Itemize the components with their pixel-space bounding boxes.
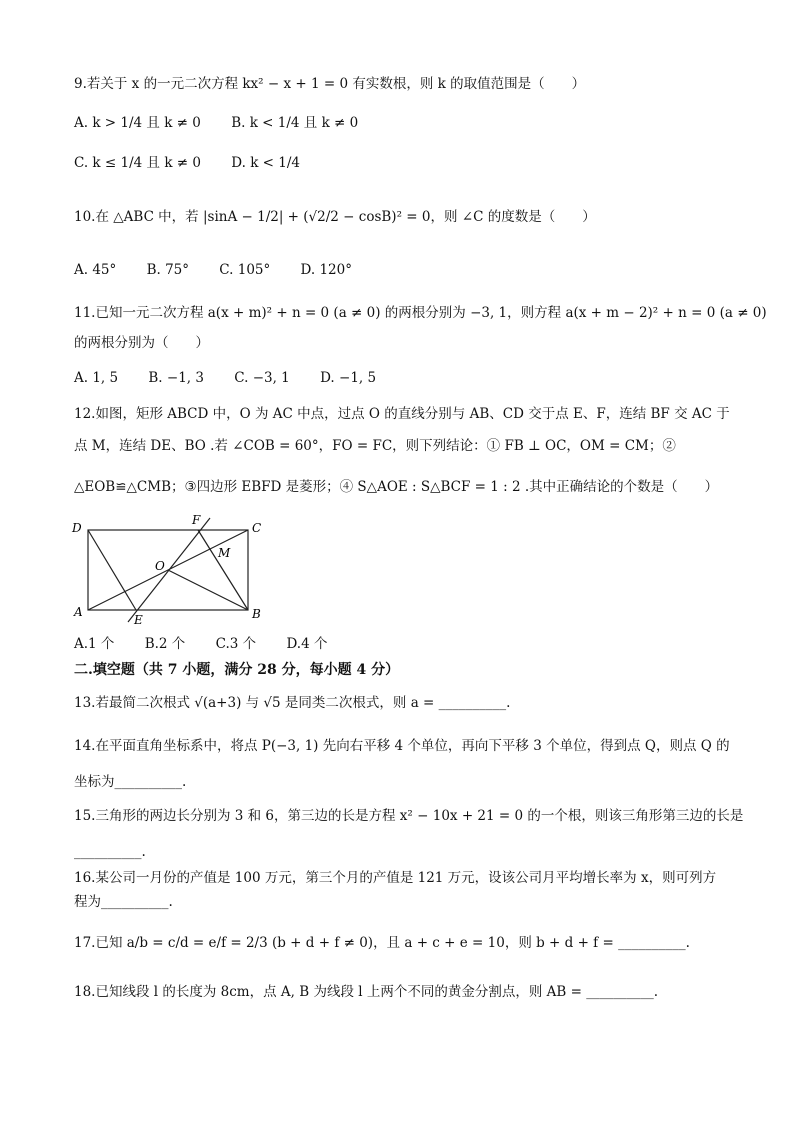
question-9-stem: 9.若关于 x 的一元二次方程 kx² − x + 1 = 0 有实数根，则 k 的取值范围是（ ） — [74, 76, 586, 92]
label-a: A — [74, 605, 83, 619]
question-9-options-row1 — [74, 113, 384, 133]
question-18: 18.已知线段 l 的长度为 8cm，点 A, B 为线段 l 上两个不同的黄金分割点，则 AB = __________. — [74, 984, 658, 1000]
label-m: M — [218, 546, 231, 560]
question-14-line1: 14.在平面直角坐标系中，将点 P(−3, 1) 先向右平移 4 个单位，再向下平移 3 个单位，得到点 Q，则点 Q 的 — [74, 738, 730, 754]
question-10-stem: 10.在 △ABC 中，若 |sinA − 1/2| + (√2/2 − cosB)² = 0，则 ∠C 的度数是（ ） — [74, 209, 596, 225]
question-11-stem: 11.已知一元二次方程 a(x + m)² + n = 0 (a ≠ 0) 的两根分别为 −3, 1，则方程 a(x + m − 2)² + n = 0 (a ≠ 0) — [74, 305, 767, 321]
question-15-line1: 15.三角形的两边长分别为 3 和 6，第三边的长是方程 x² − 10x + 21 = 0 的一个根，则该三角形第三边的长是 — [74, 808, 744, 824]
geometry-diagram — [70, 510, 270, 628]
label-d: D — [72, 521, 82, 535]
question-16-line2: 程为__________. — [74, 894, 173, 910]
question-12-options — [74, 634, 353, 654]
option-b: B.2 个 — [144, 636, 186, 652]
option-b: B. 75° — [146, 262, 189, 278]
question-12-line2: 点 M，连结 DE、BO .若 ∠COB = 60°，FO = FC，则下列结论：① FB ⊥ OC，OM = CM；② — [74, 438, 676, 454]
label-b: B — [252, 607, 261, 621]
option-a: A. 1, 5 — [74, 370, 119, 386]
question-15-line2: __________. — [74, 844, 146, 860]
label-o: O — [155, 559, 165, 573]
question-13: 13.若最简二次根式 √(a+3) 与 √5 是同类二次根式，则 a = __________. — [74, 695, 511, 711]
option-a: A.1 个 — [74, 636, 115, 652]
question-11-options — [74, 368, 402, 388]
option-d: D. 120° — [300, 262, 352, 278]
question-10-options — [74, 260, 378, 280]
option-c: C. −3, 1 — [234, 370, 290, 386]
option-d: D.4 个 — [286, 636, 328, 652]
section-2-heading: 二.填空题（共 7 小题，满分 28 分，每小题 4 分） — [74, 662, 400, 678]
option-d: D. k < 1/4 — [231, 155, 301, 171]
option-c: C. 105° — [219, 262, 271, 278]
option-c: C.3 个 — [215, 636, 257, 652]
question-12-line1: 12.如图，矩形 ABCD 中，O 为 AC 中点，过点 O 的直线分别与 AB、CD 交于点 E、F，连结 BF 交 AC 于 — [74, 406, 730, 422]
question-14-line2: 坐标为__________. — [74, 774, 187, 790]
question-16-line1: 16.某公司一月份的产值是 100 万元，第三个月的产值是 121 万元，设该公司月平均增长率为 x，则可列方 — [74, 870, 717, 886]
label-e: E — [134, 613, 143, 627]
question-12-line3: △EOB≌△CMB；③四边形 EBFD 是菱形；④ S△AOE : S△BCF = 1 : 2 .其中正确结论的个数是（ ） — [74, 479, 719, 495]
label-c: C — [252, 521, 262, 535]
question-9-options-row2 — [74, 153, 326, 173]
option-b: B. k < 1/4 且 k ≠ 0 — [231, 115, 359, 131]
option-b: B. −1, 3 — [148, 370, 204, 386]
option-a: A. 45° — [74, 262, 117, 278]
rectangle-figure — [70, 510, 270, 628]
question-17: 17.已知 a/b = c/d = e/f = 2/3 (b + d + f ≠ 0)，且 a + c + e = 10，则 b + d + f = __________. — [74, 935, 690, 951]
option-d: D. −1, 5 — [320, 370, 377, 386]
question-11-stem-cont: 的两根分别为（ ） — [74, 335, 209, 351]
option-a: A. k > 1/4 且 k ≠ 0 — [74, 115, 201, 131]
option-c: C. k ≤ 1/4 且 k ≠ 0 — [74, 155, 201, 171]
label-f: F — [192, 513, 201, 527]
